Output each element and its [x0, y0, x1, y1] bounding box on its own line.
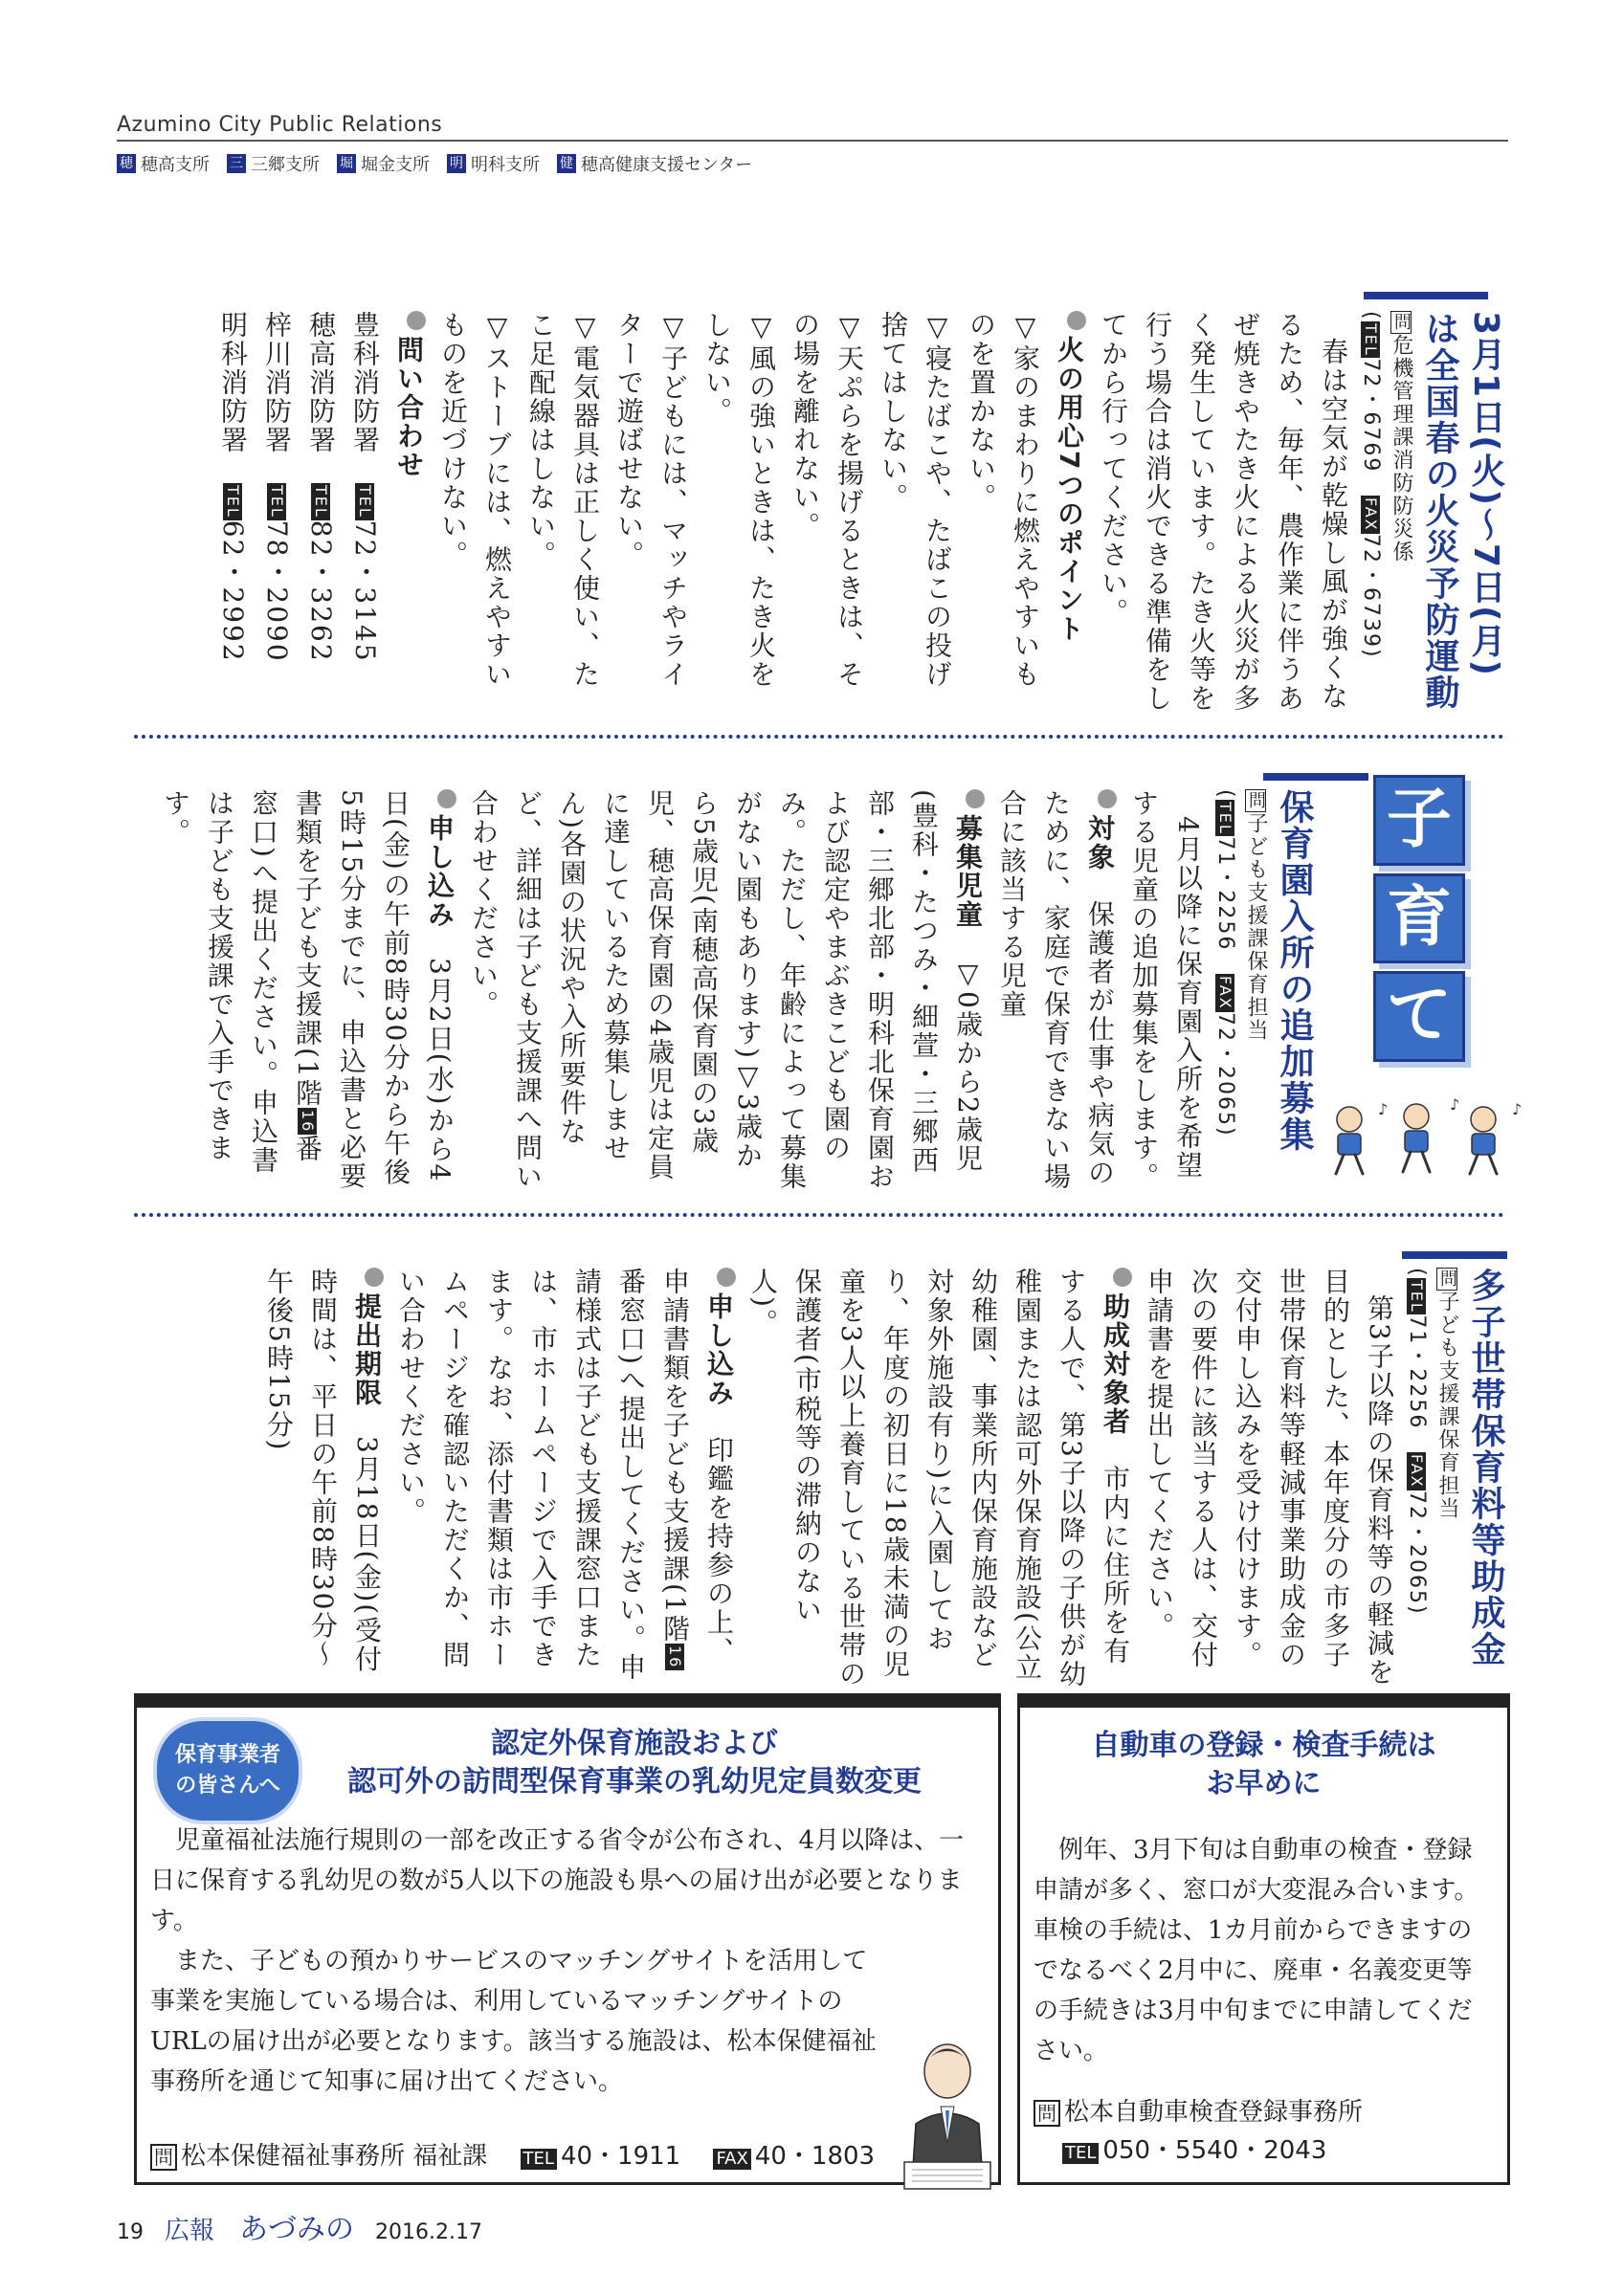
publication-name: 広報 あづみの	[165, 2213, 355, 2246]
fax-icon: FAX	[1216, 976, 1234, 1011]
nursery-title: 保育園入所の追加募集	[1275, 789, 1314, 1153]
station-row: 穂高消防署 TEL82・3262	[305, 311, 337, 663]
bullet-dot-icon	[437, 789, 456, 808]
nursery-contact: 問子ども支援課保育担当	[1244, 791, 1268, 1042]
nursery-recruit: 募集児童 ▽0歳から2歳児(豊科・たつみ・細萱・三郷西部・三郷北部・明科北保育園および認定やまぶきこども園のみ。ただし、年齢によって募集がない園もあります)▽3歳から5歳児(南穂高保育園の3歳児、穂高保育園の4歳児は定員に達しているため募集しません)各園の状況や入所要件など、詳細は子ども支援課へ問い合わせください。	[468, 789, 984, 1191]
multichild-intro: 第3子以降の保育料等の軽減を目的とした、本年度分の市多子世帯保育料等軽減事業助成金の交付申し込みを受け付けます。次の要件に該当する人は、交付申請書を提出してください。	[1144, 1268, 1395, 1687]
tel-icon: TEL	[1216, 801, 1234, 835]
station-row: 豊科消防署 TEL72・3145	[349, 311, 381, 663]
fire-point: ▽家のまわりに燃えやすいものを置かない。	[966, 311, 1041, 689]
kosodate-badge	[1373, 775, 1459, 1062]
presenter-illustration	[895, 2028, 1000, 2191]
svg-text:♪: ♪	[1450, 1095, 1460, 1114]
bullet-dot-icon	[1098, 789, 1117, 808]
fire-contact-dept: 危機管理課消防防災係	[1390, 334, 1413, 563]
legend-label: 穂高支所	[141, 155, 210, 175]
childcare-providers-badge: 保育事業者 の皆さんへ	[153, 1717, 302, 1824]
fire-point: ▽天ぷらを揚げるときは、その場を離れない。	[789, 311, 865, 689]
fire-contact	[1386, 311, 1416, 713]
fire-point: ▽風の強いときは、たき火をしない。	[701, 311, 777, 689]
header-title: Azumino City Public Relations	[117, 113, 443, 137]
section-separator	[134, 735, 1504, 739]
childcare-box-title: 認定外保育施設および 認可外の訪問型保育事業の乳幼児定員数変更	[347, 1727, 922, 1799]
fire-fax: 72・6739)	[1359, 534, 1383, 659]
legend-mark: 明	[447, 154, 466, 173]
legend-item	[557, 151, 752, 176]
station-row: 梓川消防署 TEL78・2090	[261, 311, 293, 663]
fire-title: 3月1日(火)～7日(月)は全国春の火災予防運動	[1420, 311, 1505, 711]
bullet-dot-icon	[1067, 311, 1086, 330]
fax-icon: FAX	[1408, 1454, 1426, 1490]
tel-icon: TEL	[1408, 1279, 1426, 1314]
vehicle-contact: 問 松本自動車検査登録事務所 TEL 050・5540・2043	[1034, 2093, 1363, 2170]
fire-tel: 72・6769	[1359, 358, 1383, 474]
legend-mark: 堀	[337, 154, 356, 173]
kosodate-char: 育	[1373, 873, 1465, 964]
childcare-contact: 問 松本保健福祉事務所 福祉課 TEL 40・1911 FAX 40・1803	[150, 2136, 875, 2172]
legend-mark: 穂	[117, 154, 136, 173]
section-separator	[134, 1213, 1504, 1217]
legend-item	[117, 151, 210, 176]
legend-item	[227, 151, 320, 176]
nursery-title-rule	[1263, 773, 1368, 781]
multichild-title: 多子世帯保育料等助成金	[1466, 1268, 1505, 1667]
multichild-eligible: 助成対象者 市内に住所を有する人で、第3子以降の子供が幼稚園または認可外保育施設(公立幼稚園、事業所内保育施設など対象外施設有り)に入園しており、年度の初日に18歳未満の児童を3人以上養育している世帯の保護者(市税等の滞納のない人)。	[747, 1268, 1131, 1689]
tel-icon: TEL	[1062, 2143, 1099, 2164]
nursery-contact-numbers: (TEL71・2256 FAX72・2065)	[1213, 789, 1237, 1137]
childcare-paragraph: また、子どもの預かりサービスのマッチングサイトを活用して事業を実施している場合は、利用しているマッチングサイトのURLの届け出が必要となります。該当する施設は、松本保健福祉事務所を通じて知事に届け出てください。	[150, 1947, 877, 2096]
tel-icon: TEL	[356, 485, 374, 519]
fire-point: ▽ストーブには、燃えやすいものを近づけない。	[437, 311, 513, 689]
dancing-children-illustration	[1311, 1095, 1531, 1181]
tel-icon: TEL	[224, 485, 242, 519]
legend-label: 堀金支所	[361, 155, 430, 175]
issue-date: 2016.2.17	[375, 2220, 482, 2244]
nursery-apply: 申し込み 3月2日(水)から4日(金)の午前8時30分から午後5時15分までに、申込書と必要書類を子ども支援課(1階16番窓口)へ提出ください。申込書は子ども支援課で入手できます。	[160, 789, 456, 1191]
office-legend	[117, 151, 752, 176]
vehicle-box-title: 自動車の登録・検査手続は お早めに	[1091, 1729, 1436, 1800]
window-number-badge: 16	[299, 1109, 317, 1134]
legend-label: 三郷支所	[251, 155, 320, 175]
station-row: 明科消防署 TEL62・2992	[217, 311, 249, 663]
fire-section	[211, 311, 1508, 713]
fire-inquiry-heading: 問い合わせ	[387, 311, 431, 713]
fax-icon: FAX	[1362, 497, 1380, 533]
childcare-paragraph: 児童福祉法施行規則の一部を改正する省令が公布され、4月以降は、一日に保育する乳幼児の数が5人以下の施設も県への届け出が必要となります。	[150, 1826, 965, 1935]
fire-point: ▽電気器具は正しく使い、たこ足配線はしない。	[525, 311, 601, 689]
legend-label: 明科支所	[471, 155, 540, 175]
notice-box-vehicle	[1017, 1693, 1510, 2185]
fax-icon: FAX	[713, 2149, 750, 2170]
inquiry-icon: 問	[1246, 791, 1266, 810]
svg-text:♪: ♪	[1378, 1100, 1389, 1118]
multichild-apply: 申し込み 印鑑を持参の上、申請書類を子ども支援課(1階16番窓口)へ提出してください。申請様式は子ども支援課窓口または、市ホームページで入手できます。なお、添付書類は市ホームページを確認いただくか、問い合わせください。	[395, 1268, 735, 1682]
legend-mark: 健	[557, 154, 576, 173]
inquiry-icon: 問	[1437, 1269, 1457, 1289]
legend-label: 穂高健康支援センター	[581, 155, 753, 175]
vehicle-paragraph: 例年、3月下旬は自動車の検査・登録申請が多く、窓口が大変混み合います。車検の手続は、1カ月前からできますのでなるべく2月中に、廃車・名義変更等の手続きは3月中旬までに申請してください。	[1034, 1836, 1479, 2065]
tel-icon: TEL	[312, 485, 330, 519]
kosodate-char: て	[1373, 971, 1465, 1062]
tel-icon: TEL	[1362, 322, 1380, 357]
legend-item	[447, 151, 540, 176]
bullet-dot-icon	[966, 789, 985, 808]
childcare-box-body	[150, 1821, 983, 2102]
page-footer	[117, 2205, 482, 2247]
fire-contact-numbers: (TEL72・6769 FAX72・6739)	[1359, 311, 1383, 659]
nursery-intro: 4月以降に保育園入所を希望する児童の追加募集をします。	[1128, 789, 1204, 1191]
window-number-badge: 16	[666, 1645, 684, 1669]
bullet-dot-icon	[717, 1268, 736, 1287]
bullet-dot-icon	[407, 311, 426, 330]
fire-point: ▽子どもには、マッチやライターで遊ばせない。	[613, 311, 689, 689]
box-top-bar	[1020, 1696, 1507, 1708]
inquiry-icon: 問	[150, 2144, 177, 2171]
legend-item	[337, 151, 430, 176]
tel-icon: TEL	[268, 485, 286, 519]
inquiry-icon: 問	[1034, 2100, 1060, 2127]
kosodate-char: 子	[1373, 775, 1465, 866]
fire-points-heading: 火の用心7つのポイント	[1047, 311, 1091, 713]
fire-intro: 春は空気が乾燥し風が強くなるため、毎年、農作業に伴うあぜ焼きやたき火による火災が多く発生しています。たき火等を行う場合は消火できる準備をしてから行ってください。	[1098, 311, 1349, 713]
nursery-section	[153, 789, 1317, 1191]
fire-title-rule	[1364, 292, 1488, 299]
tel-icon: TEL	[521, 2149, 557, 2170]
multichild-section	[256, 1268, 1508, 1689]
box-top-bar	[137, 1696, 998, 1708]
inquiry-icon: 問	[1391, 313, 1412, 332]
bullet-dot-icon	[365, 1268, 384, 1287]
multichild-title-rule	[1402, 1251, 1507, 1259]
nursery-target: 対象 保護者が仕事や病気のために、家庭で保育できない場合に該当する児童	[996, 789, 1116, 1191]
bullet-dot-icon	[1113, 1268, 1132, 1287]
svg-text:♪: ♪	[1512, 1100, 1523, 1118]
multichild-contact-numbers: (TEL71・2256 FAX72・2065)	[1405, 1268, 1429, 1616]
legend-mark: 三	[227, 154, 246, 173]
header-rule	[117, 140, 1508, 142]
multichild-deadline: 提出期限 3月18日(金)(受付時間は、平日の午前8時30分～午後5時15分)	[263, 1268, 383, 1674]
fire-point: ▽寝たばこや、たばこの投げ捨てはしない。	[878, 311, 953, 689]
multichild-contact: 問子ども支援課保育担当	[1435, 1269, 1459, 1520]
page-number: 19	[117, 2220, 144, 2244]
vehicle-box-body	[1034, 1830, 1493, 2071]
